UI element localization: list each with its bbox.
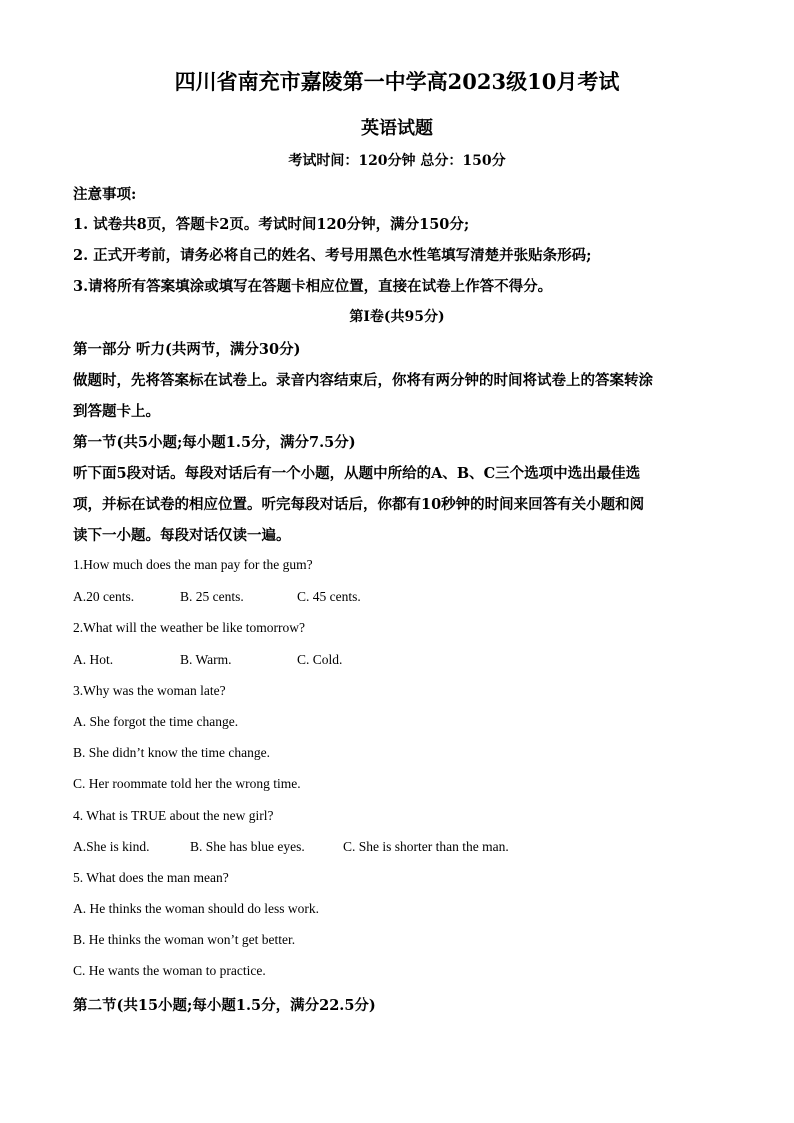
question-1-option-c: C. 45 cents. [297,589,361,604]
question-5-stem: 5. What does the man mean? [73,870,229,885]
exam-subtitle: 英语试题 [361,118,433,139]
question-5-option-b: B. He thinks the woman won’t get better. [73,932,296,947]
question-4-stem: 4. What is TRUE about the new girl? [73,808,274,823]
notice-item-2: 2. 正式开考前，请务必将自己的姓名、考号用黑色水性笔填写清楚并张贴条形码; [73,247,592,264]
question-3-stem: 3.Why was the woman late? [73,683,226,698]
part1-instruction-line-1: 做题时，先将答案标在试卷上。录音内容结束后，你将有两分钟的时间将试卷上的答案转涂 [73,372,653,389]
notice-heading: 注意事项: [73,186,137,203]
question-3-option-a: A. She forgot the time change. [73,714,239,729]
question-5-option-a: A. He thinks the woman should do less work. [73,901,319,916]
exam-title: 四川省南充市嘉陵第一中学高2023级10月考试 [174,69,620,94]
volume-heading: 第I卷(共95分) [349,309,445,325]
question-1-option-a: A.20 cents. [73,589,135,604]
section1-instruction-line-1: 听下面5段对话。每段对话后有一个小题，从题中所给的A、B、C三个选项中选出最佳选 [73,465,641,482]
question-4-option-b: B. She has blue eyes. [190,839,305,854]
notice-item-3: 3.请将所有答案填涂或填写在答题卡相应位置，直接在试卷上作答不得分。 [73,278,553,295]
question-5-option-c: C. He wants the woman to practice. [73,963,266,978]
section1-instruction-line-2: 项，并标在试卷的相应位置。听完每段对话后，你都有10秒钟的时间来回答有关小题和阅 [73,496,645,513]
section1-instruction-line-3: 读下一小题。每段对话仅读一遍。 [73,527,291,544]
question-2-option-b: B. Warm. [180,652,232,667]
section1-heading: 第一节(共5小题;每小题1.5分，满分7.5分) [73,434,356,451]
section2-heading: 第二节(共15小题;每小题1.5分，满分22.5分) [73,997,376,1014]
notice-item-1: 1. 试卷共8页，答题卡2页。考试时间120分钟，满分150分; [73,216,470,233]
question-2-stem: 2.What will the weather be like tomorrow? [73,620,306,635]
question-3-option-b: B. She didn’t know the time change. [73,745,270,760]
question-1-stem: 1.How much does the man pay for the gum? [73,557,313,572]
exam-info: 考试时间：120分钟 总分：150分 [288,153,506,169]
question-4-option-c: C. She is shorter than the man. [343,839,509,854]
question-4-option-a: A.She is kind. [73,839,150,854]
question-2-option-c: C. Cold. [297,652,343,667]
part1-instruction-line-2: 到答题卡上。 [73,403,160,420]
part1-heading: 第一部分 听力(共两节，满分30分) [73,341,301,358]
question-1-option-b: B. 25 cents. [180,589,244,604]
question-3-option-c: C. Her roommate told her the wrong time. [73,776,301,791]
question-2-option-a: A. Hot. [73,652,114,667]
